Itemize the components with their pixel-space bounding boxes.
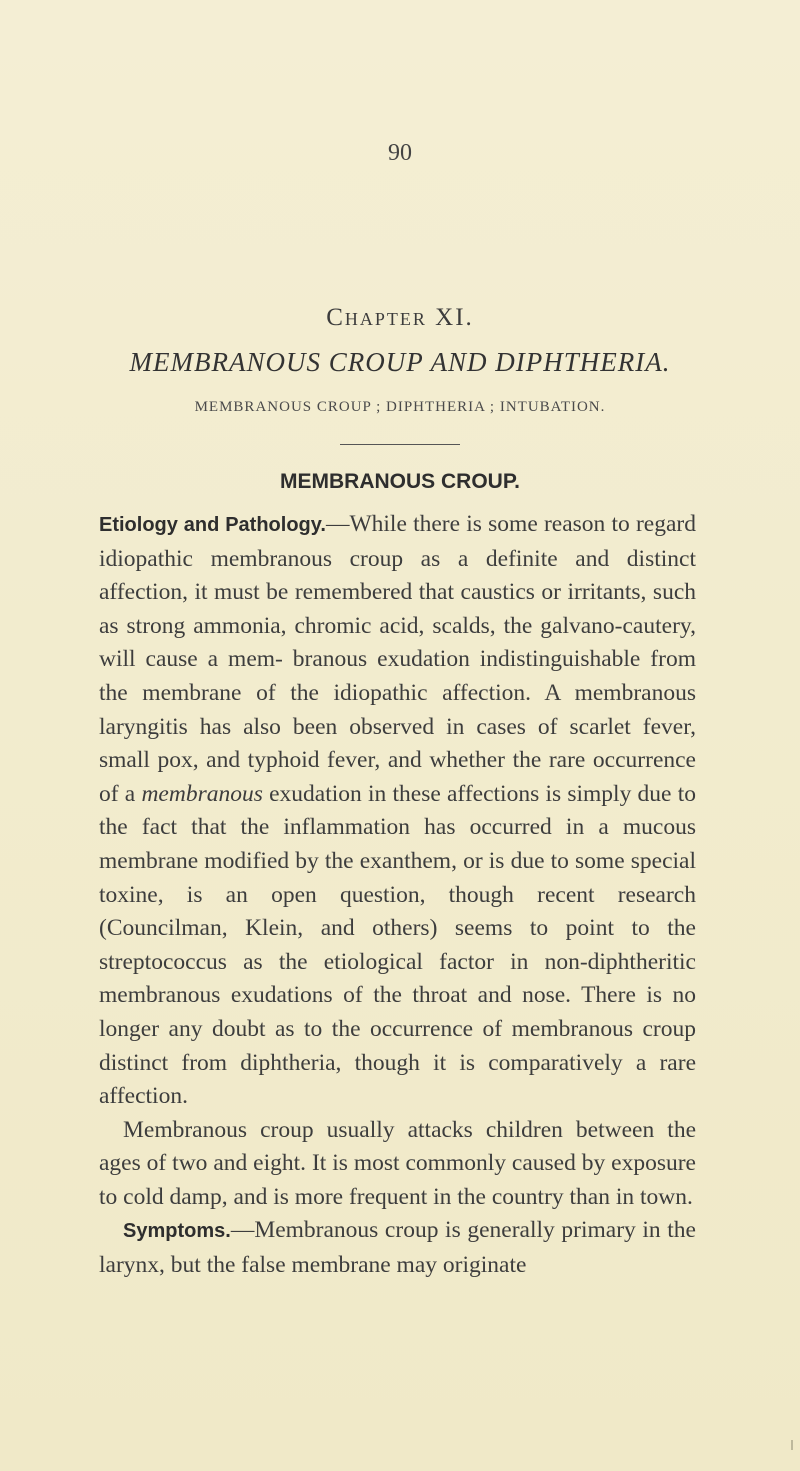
paragraph-text: —While there is some reason to regard idiopathic membranous croup as a definite and distinct affection, it must be remembered that caustics or irritants, such as strong ammonia, chromic acid, scalds, the galvano-cautery, will cause a mem- branous exudation indistinguishable from the membrane of the idiopathic affection. A membranous laryngitis has also been observed in cases of scarlet fever, small pox, and typhoid fever, and whether the rare occurrence of a <box>99 511 696 807</box>
chapter-heading: Chapter XI. <box>326 304 474 331</box>
paragraph-text: exudation in these affections is simply due to the fact that the inflammation has occurred in a mucous membrane modified by the exanthem, or is due to some special toxine, is an open question, though recent research (Councilman, Klein, and others) seems to point to the streptococcus as the etiological factor in non-diphtheritic membranous exudations of the throat and nose. There is no longer any doubt as to the occurrence of membranous croup distinct from diphtheria, though it is comparatively a rare affection. <box>99 780 696 1110</box>
body-text <box>99 508 696 1283</box>
chapter-title: MEMBRANOUS CROUP AND DIPHTHERIA. <box>129 347 671 377</box>
page-edge-mark <box>791 1440 793 1450</box>
divider-rule <box>340 444 460 445</box>
run-in-heading-etiology: Etiology and Pathology. <box>99 514 326 536</box>
chapter-subtitle: MEMBRANOUS CROUP ; DIPHTHERIA ; INTUBATION. <box>194 399 606 415</box>
paragraph-symptoms <box>99 1214 696 1282</box>
paragraph-text: —Membranous croup is generally primary in the larynx, but the false membrane may originate <box>99 1217 696 1279</box>
paragraph-second: Membranous croup usually attacks children between the ages of two and eight. It is most commonly caused by exposure to cold damp, and is more frequent in the country than in town. <box>99 1116 696 1210</box>
run-in-heading-symptoms: Symptoms. <box>123 1220 231 1243</box>
italic-word: membranous <box>141 780 263 807</box>
page-number: 90 <box>388 140 412 166</box>
paragraph-etiology <box>99 508 696 1114</box>
section-heading: MEMBRANOUS CROUP. <box>280 470 520 493</box>
